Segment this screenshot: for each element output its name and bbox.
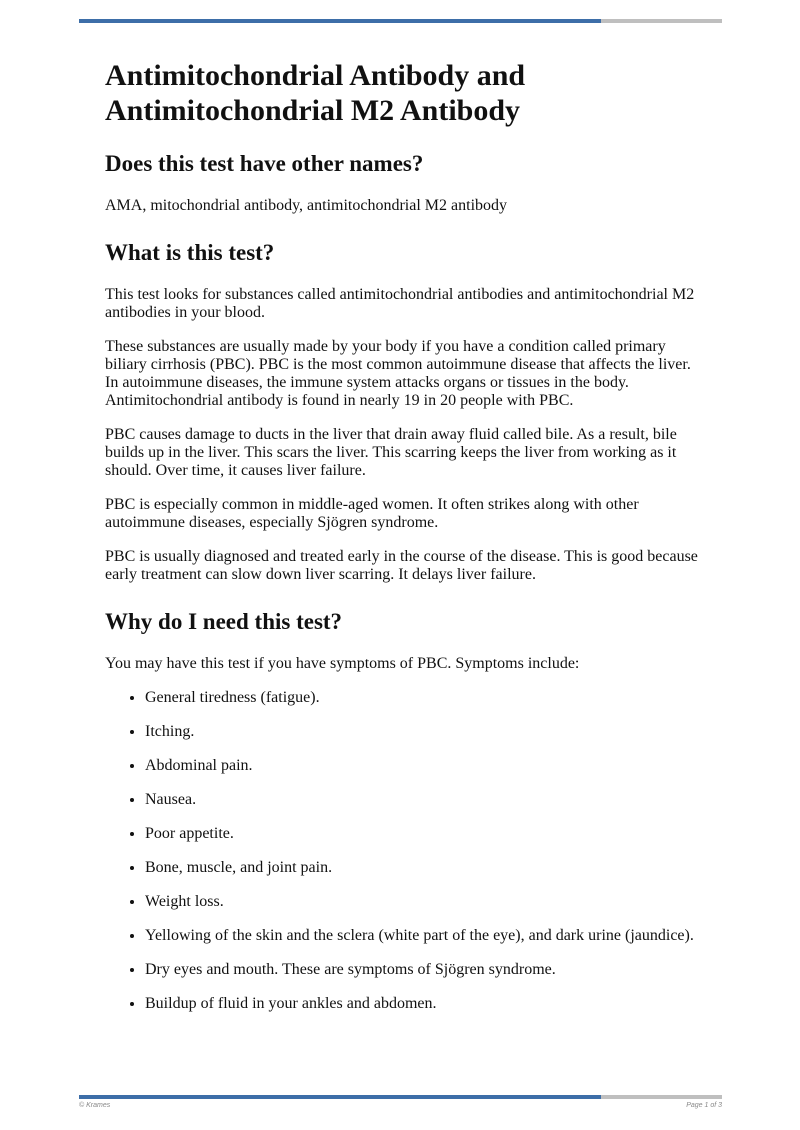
section-heading: Why do I need this test?	[105, 609, 343, 634]
accent-bar-gray-segment	[601, 19, 722, 23]
section-other-names	[105, 150, 705, 215]
symptom-list	[105, 689, 705, 1013]
section-what-is-test	[105, 239, 705, 584]
list-item: • Dry eyes and mouth. These are symptoms of Sjögren syndrome.	[145, 961, 705, 979]
accent-bar-blue-segment	[79, 1095, 601, 1099]
list-item: • Itching.	[145, 723, 705, 741]
paragraph: PBC is especially common in middle-aged women. It often strikes along with other autoimmune diseases, especially Sjögren syndrome.	[105, 496, 639, 531]
list-item: • Buildup of fluid in your ankles and abdomen.	[145, 995, 705, 1013]
list-item: • Weight loss.	[145, 893, 705, 911]
footer-page-number: Page 1 of 3	[686, 1102, 722, 1109]
list-item: • Nausea.	[145, 791, 705, 809]
paragraph: PBC causes damage to ducts in the liver that drain away fluid called bile. As a result, bile builds up in the liver. This scars the liver. This scarring keeps the liver from working as it should. Over time, it causes liver failure.	[105, 426, 677, 479]
list-item: • Abdominal pain.	[145, 757, 705, 775]
list-item: • General tiredness (fatigue).	[145, 689, 705, 707]
list-item: • Poor appetite.	[145, 825, 705, 843]
paragraph: You may have this test if you have symptoms of PBC. Symptoms include:	[105, 655, 580, 672]
list-item: • Bone, muscle, and joint pain.	[145, 859, 705, 877]
document-body	[105, 58, 705, 1029]
paragraph: This test looks for substances called antimitochondrial antibodies and antimitochondrial M2 antibodies in your blood.	[105, 286, 695, 321]
list-item: • Yellowing of the skin and the sclera (white part of the eye), and dark urine (jaundice).	[145, 927, 705, 945]
section-heading: Does this test have other names?	[105, 151, 424, 176]
top-accent-bar	[79, 19, 722, 23]
paragraph: PBC is usually diagnosed and treated early in the course of the disease. This is good because early treatment can slow down liver scarring. It delays liver failure.	[105, 548, 698, 583]
accent-bar-gray-segment	[601, 1095, 722, 1099]
section-why-need-test	[105, 608, 705, 1013]
footer-copyright: © Krames	[79, 1102, 111, 1109]
document-title: Antimitochondrial Antibody and Antimitochondrial M2 Antibody	[105, 59, 526, 127]
paragraph: AMA, mitochondrial antibody, antimitochondrial M2 antibody	[105, 197, 508, 214]
bottom-accent-bar	[79, 1095, 722, 1099]
paragraph: These substances are usually made by your body if you have a condition called primary biliary cirrhosis (PBC). PBC is the most common autoimmune disease that affects the liver. In autoimmune diseases, the immune system attacks organs or tissues in the body. Antimitochondrial antibody is found in nearly 19 in 20 people with PBC.	[105, 338, 691, 409]
accent-bar-blue-segment	[79, 19, 601, 23]
section-heading: What is this test?	[105, 240, 275, 265]
